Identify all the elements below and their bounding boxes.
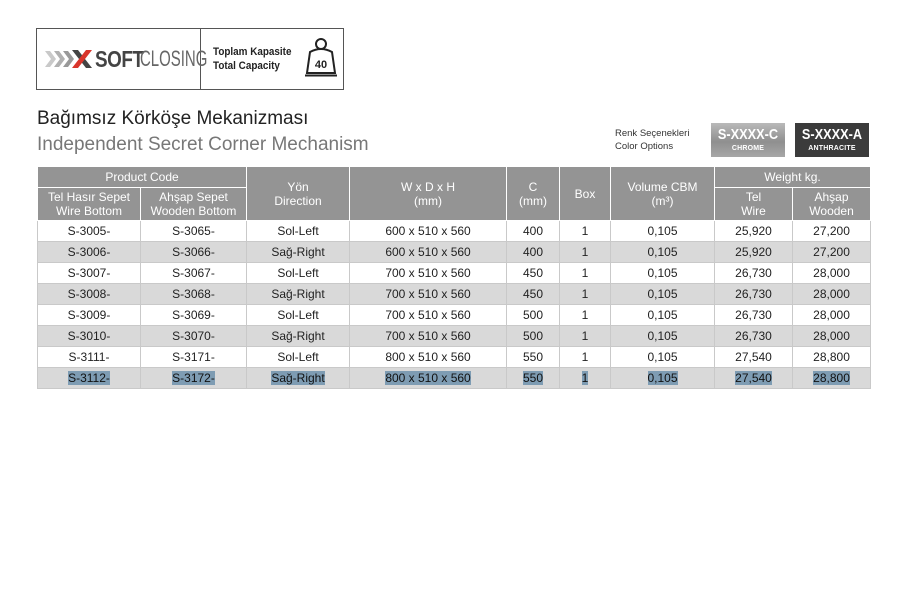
cell-weight-wire: 26,730 [715,263,793,284]
cell-weight-wood: 28,800 [793,347,871,368]
cell-dimensions: 700 x 510 x 560 [350,284,507,305]
chevron-x-icon [45,48,93,70]
table-row [38,263,871,284]
cell-weight-wood: 27,200 [793,242,871,263]
header-wire-bottom: Tel Hasır Sepet Wire Bottom [38,188,141,221]
cell-c: 450 [507,284,560,305]
cell-c: 550 [507,347,560,368]
cell-volume: 0,105 [611,368,715,389]
header-c: C (mm) [507,167,560,221]
cell-dimensions: 700 x 510 x 560 [350,263,507,284]
cell-box: 1 [560,221,611,242]
cell-c: 550 [507,368,560,389]
softclosing-logo [37,29,208,89]
spec-table [37,166,871,389]
anthracite-swatch [795,123,869,157]
cell-c: 400 [507,221,560,242]
cell-volume: 0,105 [611,326,715,347]
cell-volume: 0,105 [611,263,715,284]
header-dimensions: W x D x H (mm) [350,167,507,221]
cell-weight-wood: 28,000 [793,326,871,347]
cell-wood-code: S-3066- [141,242,247,263]
cell-direction: Sol-Left [247,221,350,242]
cell-volume: 0,105 [611,305,715,326]
cell-wire-code: S-3008- [38,284,141,305]
capacity-label-en: Total Capacity [213,60,280,72]
cell-box: 1 [560,263,611,284]
brand-badge [36,28,344,90]
cell-direction: Sağ-Right [247,368,350,389]
cell-wood-code: S-3068- [141,284,247,305]
header-direction: Yön Direction [247,167,350,221]
cell-direction: Sol-Left [247,347,350,368]
cell-c: 500 [507,326,560,347]
cell-c: 400 [507,242,560,263]
color-options-label-en: Color Options [615,141,674,152]
cell-direction: Sağ-Right [247,284,350,305]
header-weight-wire: Tel Wire [715,188,793,221]
header-weight-wood: Ahşap Wooden [793,188,871,221]
table-row [38,326,871,347]
cell-wood-code: S-3172- [141,368,247,389]
cell-weight-wire: 26,730 [715,305,793,326]
cell-direction: Sol-Left [247,263,350,284]
cell-box: 1 [560,242,611,263]
weight-icon [304,37,338,82]
cell-weight-wood: 27,200 [793,221,871,242]
cell-box: 1 [560,368,611,389]
cell-wire-code: S-3009- [38,305,141,326]
cell-dimensions: 800 x 510 x 560 [350,368,507,389]
cell-box: 1 [560,326,611,347]
cell-weight-wire: 26,730 [715,284,793,305]
brand-bold-text: SOFT [95,45,144,72]
cell-wire-code: S-3010- [38,326,141,347]
cell-dimensions: 700 x 510 x 560 [350,305,507,326]
cell-weight-wire: 27,540 [715,368,793,389]
cell-wood-code: S-3069- [141,305,247,326]
cell-weight-wood: 28,000 [793,305,871,326]
cell-dimensions: 600 x 510 x 560 [350,221,507,242]
anthracite-name: ANTHRACITE [808,145,856,152]
cell-wood-code: S-3065- [141,221,247,242]
capacity-label-tr: Toplam Kapasite [213,46,292,58]
table-row [38,242,871,263]
chrome-swatch [711,123,785,157]
anthracite-code: S-XXXX-A [801,126,863,143]
table-row [38,284,871,305]
cell-wood-code: S-3070- [141,326,247,347]
total-capacity [201,37,338,82]
cell-c: 500 [507,305,560,326]
cell-box: 1 [560,284,611,305]
page-title-en: Independent Secret Corner Mechanism [37,134,369,155]
table-row [38,305,871,326]
table-row [38,221,871,242]
capacity-value: 40 [315,58,328,71]
cell-wood-code: S-3067- [141,263,247,284]
cell-wood-code: S-3171- [141,347,247,368]
cell-dimensions: 700 x 510 x 560 [350,326,507,347]
page-title-tr: Bağımsız Körköşe Mekanizması [37,108,309,129]
cell-weight-wire: 25,920 [715,242,793,263]
chrome-code: S-XXXX-C [717,126,779,143]
cell-volume: 0,105 [611,221,715,242]
cell-volume: 0,105 [611,347,715,368]
cell-dimensions: 600 x 510 x 560 [350,242,507,263]
cell-weight-wire: 25,920 [715,221,793,242]
cell-weight-wire: 27,540 [715,347,793,368]
header-wooden-bottom: Ahşap Sepet Wooden Bottom [141,188,247,221]
cell-direction: Sol-Left [247,305,350,326]
cell-c: 450 [507,263,560,284]
chrome-name: CHROME [731,145,765,152]
brand-light-text: CLOSING [140,46,208,71]
cell-weight-wood: 28,000 [793,284,871,305]
cell-volume: 0,105 [611,284,715,305]
cell-box: 1 [560,347,611,368]
cell-wire-code: S-3006- [38,242,141,263]
table-row [38,347,871,368]
cell-volume: 0,105 [611,242,715,263]
color-options-label [615,127,689,153]
cell-direction: Sağ-Right [247,326,350,347]
header-weight: Weight kg. [715,167,871,188]
cell-wire-code: S-3111- [38,347,141,368]
color-options-label-tr: Renk Seçenekleri [615,128,690,139]
header-box: Box [560,167,611,221]
cell-dimensions: 800 x 510 x 560 [350,347,507,368]
cell-weight-wire: 26,730 [715,326,793,347]
cell-weight-wood: 28,800 [793,368,871,389]
cell-wire-code: S-3112- [38,368,141,389]
cell-weight-wood: 28,000 [793,263,871,284]
cell-wire-code: S-3007- [38,263,141,284]
cell-box: 1 [560,305,611,326]
table-row [38,368,871,389]
cell-direction: Sağ-Right [247,242,350,263]
header-volume: Volume CBM (m³) [611,167,715,221]
header-product-code: Product Code [38,167,247,188]
cell-wire-code: S-3005- [38,221,141,242]
